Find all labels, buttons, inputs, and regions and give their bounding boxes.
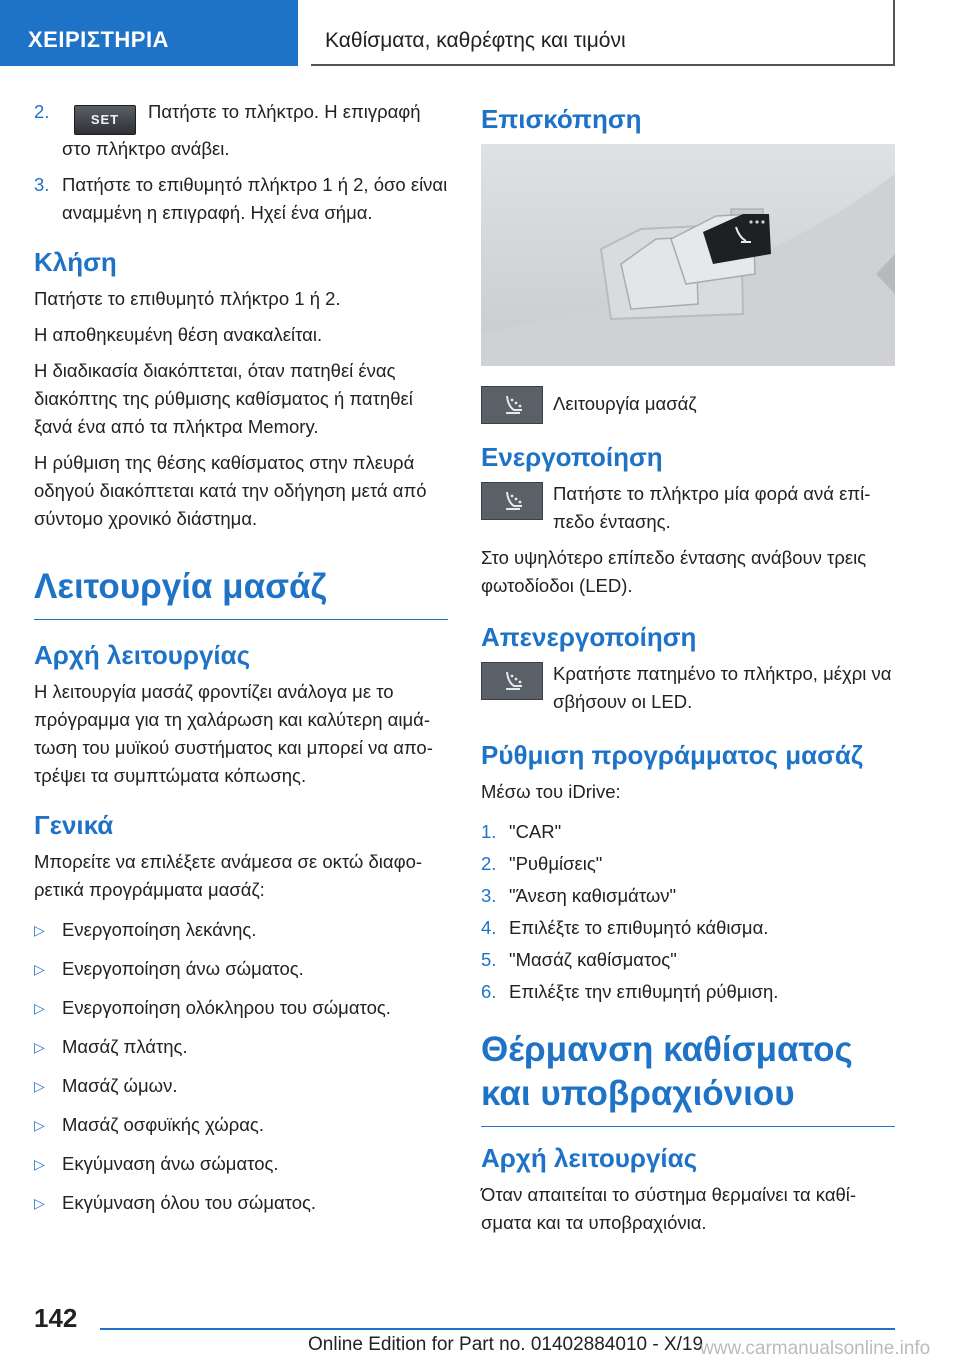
caption-row xyxy=(481,384,895,424)
recall-paragraph: Η ρύθμιση της θέσης καθίσματος στην πλευρά οδηγού διακόπτεται κατά την οδήγηση μετά από σύντομο χρονικό διάστημα. xyxy=(34,452,427,529)
step-2 xyxy=(34,98,448,163)
recall-paragraph: Η διαδικασία διακόπτεται, όταν πατηθεί ένας διακόπτης της ρύθμισης καθίσματος ή πατηθεί ξανά ένα από τα πλήκτρα Memory. xyxy=(34,360,413,437)
set-button-icon: SET xyxy=(74,105,136,135)
page-number: 142 xyxy=(34,1303,78,1333)
heating-principle-text: Όταν απαιτείται το σύστημα θερμαίνει τα καθίσματα και τα υποβραχιόνια. xyxy=(481,1184,857,1233)
memory-steps xyxy=(34,98,448,227)
step-number: 3. xyxy=(34,174,50,195)
door-panel-illustration xyxy=(481,144,895,366)
program-steps xyxy=(481,818,895,1006)
triangle-bullet-icon: ▷ xyxy=(34,1156,45,1172)
triangle-bullet-icon: ▷ xyxy=(34,1195,45,1211)
section-title: ΧΕΙΡΙΣΤΗΡΙΑ xyxy=(28,27,169,52)
footer-edition: Online Edition for Part no. 01402884010 - X/19 xyxy=(308,1334,704,1355)
list-item: ▷ Μασάζ οσφυϊκής χώρας. xyxy=(34,1111,448,1139)
chapter-header xyxy=(311,0,895,66)
left-column xyxy=(34,98,448,1228)
massage-button-icon xyxy=(481,386,543,424)
list-item: ▷ Ενεργοποίηση άνω σώματος. xyxy=(34,955,448,983)
massage-button-icon xyxy=(481,662,543,700)
footer-rule xyxy=(100,1328,895,1330)
list-item: ▷ Μασάζ ώμων. xyxy=(34,1072,448,1100)
triangle-bullet-icon: ▷ xyxy=(34,1000,45,1016)
right-column xyxy=(481,98,895,1245)
activation-text: Πατήστε το πλήκτρο μία φορά ανά επίπεδο έντασης. xyxy=(553,483,871,532)
triangle-bullet-icon: ▷ xyxy=(34,961,45,977)
activation-text-2: Στο υψηλότερο επίπεδο έντασης ανάβουν τρεις φωτοδίοδοι (LED). xyxy=(481,547,867,596)
list-item: 6. Επιλέξτε την επιθυμητή ρύθμιση. xyxy=(481,981,779,1002)
list-item: 4. Επιλέξτε το επιθυμητό κάθισμα. xyxy=(481,917,769,938)
activation-row xyxy=(481,480,895,536)
deactivation-heading: Απενεργοποίηση xyxy=(481,622,697,652)
step-text: Πατήστε το επιθυμητό πλήκτρο 1 ή 2, όσο είναι αναμμένη η επιγραφή. Ηχεί ένα σήμα. xyxy=(62,174,448,223)
general-heading: Γενικά xyxy=(34,810,114,840)
triangle-bullet-icon: ▷ xyxy=(34,1039,45,1055)
triangle-bullet-icon: ▷ xyxy=(34,1078,45,1094)
list-item: ▷ Μασάζ πλάτης. xyxy=(34,1033,448,1061)
list-item: 3. "Άνεση καθισμάτων" xyxy=(481,885,677,906)
massage-button-icon xyxy=(481,482,543,520)
list-item: ▷ Εκγύμναση όλου του σώματος. xyxy=(34,1189,448,1217)
list-item: ▷ Ενεργοποίηση ολόκληρου του σώματος. xyxy=(34,994,448,1022)
chapter-title: Καθίσματα, καθρέφτης και τιμόνι xyxy=(325,29,626,52)
list-item: ▷ Εκγύμναση άνω σώματος. xyxy=(34,1150,448,1178)
triangle-bullet-icon: ▷ xyxy=(34,922,45,938)
program-list xyxy=(34,916,448,1217)
deactivation-row xyxy=(481,660,895,716)
recall-heading: Κλήση xyxy=(34,247,117,277)
step-number: 2. xyxy=(34,101,50,122)
list-item: 1. "CAR" xyxy=(481,821,562,842)
principle-text: Η λειτουργία μασάζ φροντίζει ανάλογα με το πρόγραμμα για τη χαλάρωση και καλύτερη αιμάτωση του μυϊκού συστήματος και μπορεί να αποτρέψει τα συμπτώματα κόπωσης. xyxy=(34,681,433,786)
triangle-bullet-icon: ▷ xyxy=(34,1117,45,1133)
activation-heading: Ενεργοποίηση xyxy=(481,442,663,472)
deactivation-text: Κρατήστε πατημένο το πλήκτρο, μέχρι να σβήσουν οι LED. xyxy=(553,663,892,712)
step-text: Πατήστε το πλήκτρο. Η επιγραφή στο πλήκτρο ανάβει. xyxy=(62,101,421,159)
program-heading: Ρύθμιση προγράμματος μασάζ xyxy=(481,740,863,770)
principle-heading: Αρχή λειτουργίας xyxy=(34,640,251,670)
list-item: 5. "Μασάζ καθίσματος" xyxy=(481,949,677,970)
footer-watermark[interactable]: www.carmanualsonline.info xyxy=(700,1338,931,1359)
program-intro: Μέσω του iDrive: xyxy=(481,781,621,802)
step-3 xyxy=(34,171,448,227)
list-item: ▷ Ενεργοποίηση λεκάνης. xyxy=(34,916,448,944)
image-caption: Λειτουργία μασάζ xyxy=(553,393,697,414)
recall-paragraph: Η αποθηκευμένη θέση ανακαλείται. xyxy=(34,324,323,345)
general-text: Μπορείτε να επιλέξετε ανάμεσα σε οκτώ διαφορετικά προγράμματα μασάζ: xyxy=(34,851,423,900)
seat-control-photo xyxy=(481,144,895,366)
section-tab xyxy=(0,0,298,66)
overview-heading: Επισκόπηση xyxy=(481,104,642,134)
heating-principle-heading: Αρχή λειτουργίας xyxy=(481,1143,698,1173)
recall-paragraph: Πατήστε το επιθυμητό πλήκτρο 1 ή 2. xyxy=(34,288,341,309)
list-item: 2. "Ρυθμίσεις" xyxy=(481,853,603,874)
massage-section-title: Λειτουργία μασάζ xyxy=(34,565,448,620)
heating-section-title: Θέρμανση καθίσματος και υποβραχιόνιου xyxy=(481,1028,895,1127)
